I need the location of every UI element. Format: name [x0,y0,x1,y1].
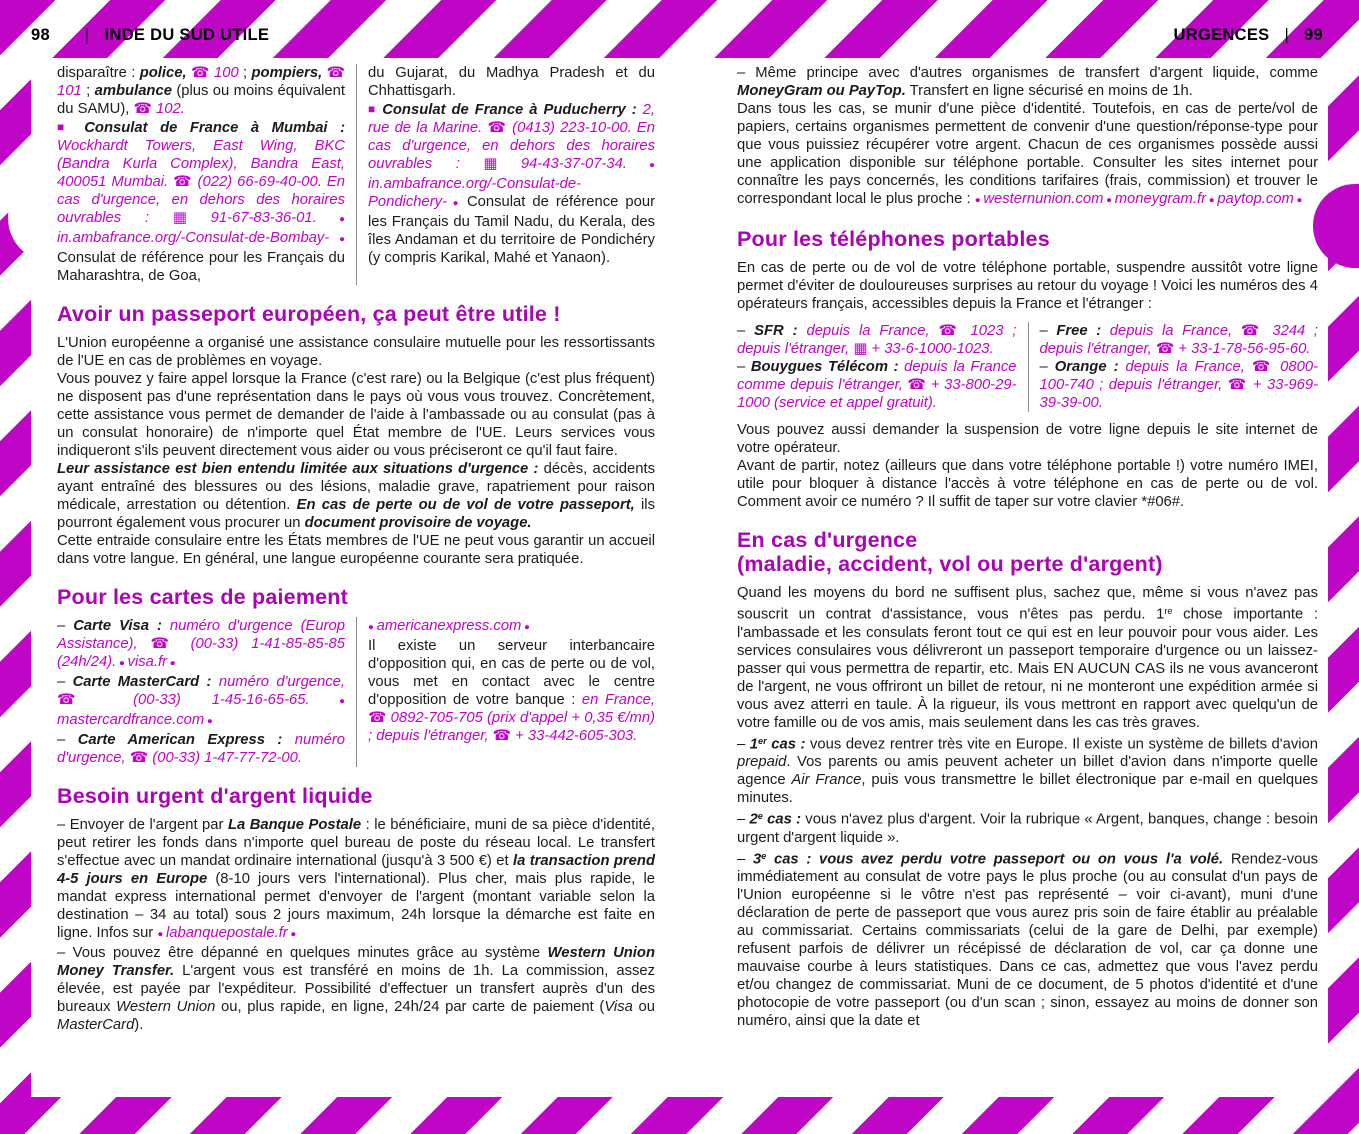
paragraph-case-1: – 1er cas : vous devez rentrer très vite en Europe. Il existe un système de billets d'avion prepaid. Vos parents ou amis peuvent acheter un billet d'avion dans n'importe quelle agence Air France, puis vous transmettre le billet électronique par e-mail en quelques minutes. [737,735,1319,807]
paragraph: L'Union européenne a organisé une assistance consulaire mutuelle pour les ressortissants de l'UE en cas de problèmes en voyage. [57,334,655,369]
paragraph-phones-intro: En cas de perte ou de vol de votre téléphone portable, suspendre aussitôt votre ligne permet d'éviter de douloureuses surprises au retour du voyage ! Voici les numéros des 4 opérateurs français, accessibles depuis la France et l'étranger : [737,260,1318,312]
section-heading-cash: Besoin urgent d'argent liquide [57,783,373,808]
paragraph-moneygram: – Même principe avec d'autres organismes de transfert d'argent liquide, comme MoneyGram ou PayTop. Transfert en ligne sécurisé en moins de 1h. [737,65,1318,99]
paragraph-orange: – Orange : depuis la France, ☎ 0800-100-740 ; depuis l'étranger, ☎ + 33-969-39-39-00. [1039,359,1319,411]
emergency-heading-line1: En cas d'urgence [737,528,918,552]
paragraph-amex-site: ● americanexpress.com ● [368,617,530,634]
continuation-column-2 [356,64,655,285]
page-right [737,64,1318,1030]
paragraph-consulate-mumbai-end: du Gujarat, du Madhya Pradesh et du Chhattisgarh. [368,65,655,99]
paragraph: Vous pouvez y faire appel lorsque la France (c'est rare) ou la Belgique (c'est plus fréquent) ne disposent pas d'une représentation dans le pays où vous vous trouvez. Concrètement, cette assistance vous permet de demander de l'aide à l'ambassade ou au consulat (pas à un consulat honoraire) de n'importe quel État membre de l'UE. Leurs services vous indiqueront s'ils peuvent directement vous aider ou vous préciseront ce qu'il faut faire. [57,370,655,459]
section-heading-cards: Pour les cartes de paiement [57,584,348,609]
page-left [57,64,655,1034]
phones-column-1 [737,322,1028,412]
section-heading-passport: Avoir un passeport européen, ça peut être utile ! [57,301,561,326]
paragraph-emergency-intro: Quand les moyens du bord ne suffisent plus, sachez que, même si vous n'avez pas souscrit un contrat d'assistance, vous n'êtes pas perdu. 1re chose importante : l'ambassade et les consulats feront tout ce qui est en leur pouvoir pour vous aider. Les services consulaires vous délivreront un passeport temporaire d'urgence ou un laissez-passer qui vous permettra de repartir, etc. Mais EN AUCUN CAS ils ne vous avanceront de l'argent, ne vous offriront un billet de retour, ni ne monteront une expédition armée si vous avez atterri en taule. À la rigueur, ils vous mettront en rapport avec quelqu'un de votre famille ou de vos amis, mais seulement dans les cas très graves. [737,585,1318,731]
paragraph-western-union: – Vous pouvez être dépanné en quelques minutes grâce au système Western Union Money Transfer. L'argent vous est transféré en moins de 1h. La commission, assez élevée, est payée par l'expéditeur. Possibilité d'effectuer un transfert auprès d'un des bureaux Western Union ou, plus rapide, en ligne, 24h/24 par carte de paiement (Visa ou MasterCard). [57,944,655,1033]
paragraph-amex: – Carte American Express : numéro d'urgence, ☎ (00-33) 1-47-77-72-00. [57,731,345,766]
head-separator: | [85,26,90,44]
cards-column-2 [356,617,655,767]
paragraph-case-2: – 2e cas : vous n'avez plus d'argent. Voir la rubrique « Argent, banques, change : besoin urgent d'argent liquide ». [737,811,1319,846]
paragraph-visa: – Carte Visa : numéro d'urgence (Europ Assistance), ☎ (00-33) 1-41-85-85-85 (24h/24). ● visa.fr ● [57,617,345,670]
section-heading-emergency [737,528,1318,576]
paragraph-line-suspension: Vous pouvez aussi demander la suspension de votre ligne depuis le site internet de votre opérateur. [737,422,1318,456]
paragraph-emergency-numbers: disparaître : police, ☎ 100 ; pompiers, ☎ 101 ; ambulance (plus ou moins équivalent du SAMU), ☎ 102. [57,65,346,117]
paragraph-consulate-mumbai: ■ Consulat de France à Mumbai : Wockhardt Towers, East Wing, BKC (Bandra Kurla Complex), Bandra East, 400051 Mumbai. ☎ (022) 66-69-40-00. En cas d'urgence, en dehors des horaires ouvrables : ▦ 91-67-83-36-01. ● in.ambafrance.org/-Consulat-de-Bombay- ● Consulat de référence pour les Français du Maharashtra, de Goa, [57,119,345,284]
phones-column-2 [1028,322,1319,412]
cards-column-1 [57,617,356,767]
cards-columns [57,617,655,767]
section-heading-phones: Pour les téléphones portables [737,227,1050,251]
emergency-heading-line2: (maladie, accident, vol ou perte d'argent) [737,552,1163,576]
continuation-columns [57,64,655,285]
running-head-right [1174,26,1323,45]
paragraph-imei: Avant de partir, notez (ailleurs que dans votre téléphone portable !) votre numéro IMEI, utile pour bloquer à distance l'accès à votre téléphone en cas de perte ou de vol. Comment avoir ce numéro ? Il suffit de taper sur votre clavier *#06#. [737,458,1318,510]
phones-columns [737,322,1318,412]
paragraph-case-3: – 3e cas : vous avez perdu votre passeport ou on vous l'a volé. Rendez-vous immédiatement au consulat de votre pays le plus proche (ou au consulat d'un pays de l'Union européenne si le vôtre n'est pas représenté – voir ci-avant), muni d'une déclaration de perte de passeport que vous aurez pris soin de faire établir au préalable au commissariat. Certains commissariats (celui de la gare de Delhi, par exemple) refusent parfois de délivrer un récépissé de déclaration de vol, car ça donne une mauvaise courbe à leurs statistiques. Dans ce cas, admettez que vous l'avez perdu et/ou changez de commissariat. Muni de ce document, de 5 photos d'identité et d'une photocopie de votre passeport (ou d'un scan ; sinon, essayez au moins de donner son numéro, ainsi que la date et [737,850,1319,1030]
running-title-left: INDE DU SUD UTILE [104,26,270,44]
paragraph: Cette entraide consulaire entre les États membres de l'UE ne peut vous garantir un accueil dans votre langue. En général, une langue européenne courante sera pratiquée. [57,532,655,567]
running-title-right: URGENCES [1173,26,1270,44]
paragraph-id-advice: Dans tous les cas, se munir d'une pièce d'identité. Toutefois, en cas de perte/vol de papiers, certains organismes permettent de convenir d'une question/réponse-type pour que vous puissiez récupérer votre argent. Chacun de ces organismes possède aussi une application disponible sur téléphone portable. Consulter les sites internet pour connaître les pays concernés, les conditions tarifaires (frais, commission) et trouver le correspondant local le plus proche : ● westernunion.com ● moneygram.fr ● paytop.com ● [737,101,1318,207]
paragraph-free: – Free : depuis la France, ☎ 3244 ; depuis l'étranger, ☎ + 33-1-78-56-95-60. [1039,323,1319,357]
continuation-column-1 [57,64,356,285]
paragraph-sfr: – SFR : depuis la France, ☎ 1023 ; depuis l'étranger, ▦ + 33-6-1000-1023. [737,323,1017,357]
paragraph: Leur assistance est bien entendu limitée aux situations d'urgence : décès, accidents ayant entraîné des blessures ou des lésions, maladie grave, rapatriement pour raison médicale, arrestation ou détention. En cas de perte ou de vol de votre passeport, ils pourront également vous procurer un document provisoire de voyage. [57,460,655,531]
paragraph-consulate-puducherry: ■ Consulat de France à Puducherry : 2, rue de la Marine. ☎ (0413) 223-10-00. En cas d'urgence, en dehors des horaires ouvrables : ▦ 94-43-37-07-34. ● in.ambafrance.org/-Consulat-de-Pondichery- ● Consulat de référence pour les Français du Tamil Nadu, du Kerala, des îles Andaman et du territoire de Pondichéry (y compris Karikal, Mahé et Yanaon). [368,101,656,266]
paragraph-mastercard: – Carte MasterCard : numéro d'urgence, ☎ (00-33) 1-45-16-65-65. ● mastercardfrance.com ● [57,673,346,728]
paragraph-bouygues: – Bouygues Télécom : depuis la France comme depuis l'étranger, ☎ + 33-800-29-1000 (service et appel gratuit). [737,359,1017,411]
page-number-right: 99 [1304,26,1323,44]
paragraph-opposition-server: Il existe un serveur interbancaire d'opposition qui, en cas de perte ou de vol, vous met en contact avec le centre d'opposition de votre banque : en France, ☎ 0892-705-705 (prix d'appel + 0,35 €/mn) ; depuis l'étranger, ☎ + 33-442-605-303. [368,637,655,744]
head-separator: | [1284,26,1290,44]
paragraph-banque-postale: – Envoyer de l'argent par La Banque Postale : le bénéficiaire, muni de sa pièce d'identité, peut retirer les fonds dans n'importe quel bureau de poste du réseau local. Le transfert s'effectue avec un mandat ordinaire international (jusqu'à 3 500 €) et la transaction prend 4-5 jours en Europe (8-10 jours vers l'international). Plus cher, mais plus rapide, le mandat express international permet d'envoyer de l'argent (montant variable selon la destination – 34 au total) sous 2 jours maximum, 24h lorsque la démarche est faite en ligne. Infos sur ● labanquepostale.fr ● [57,816,656,941]
page-number-left: 98 [31,26,50,44]
running-head-left [31,26,269,45]
